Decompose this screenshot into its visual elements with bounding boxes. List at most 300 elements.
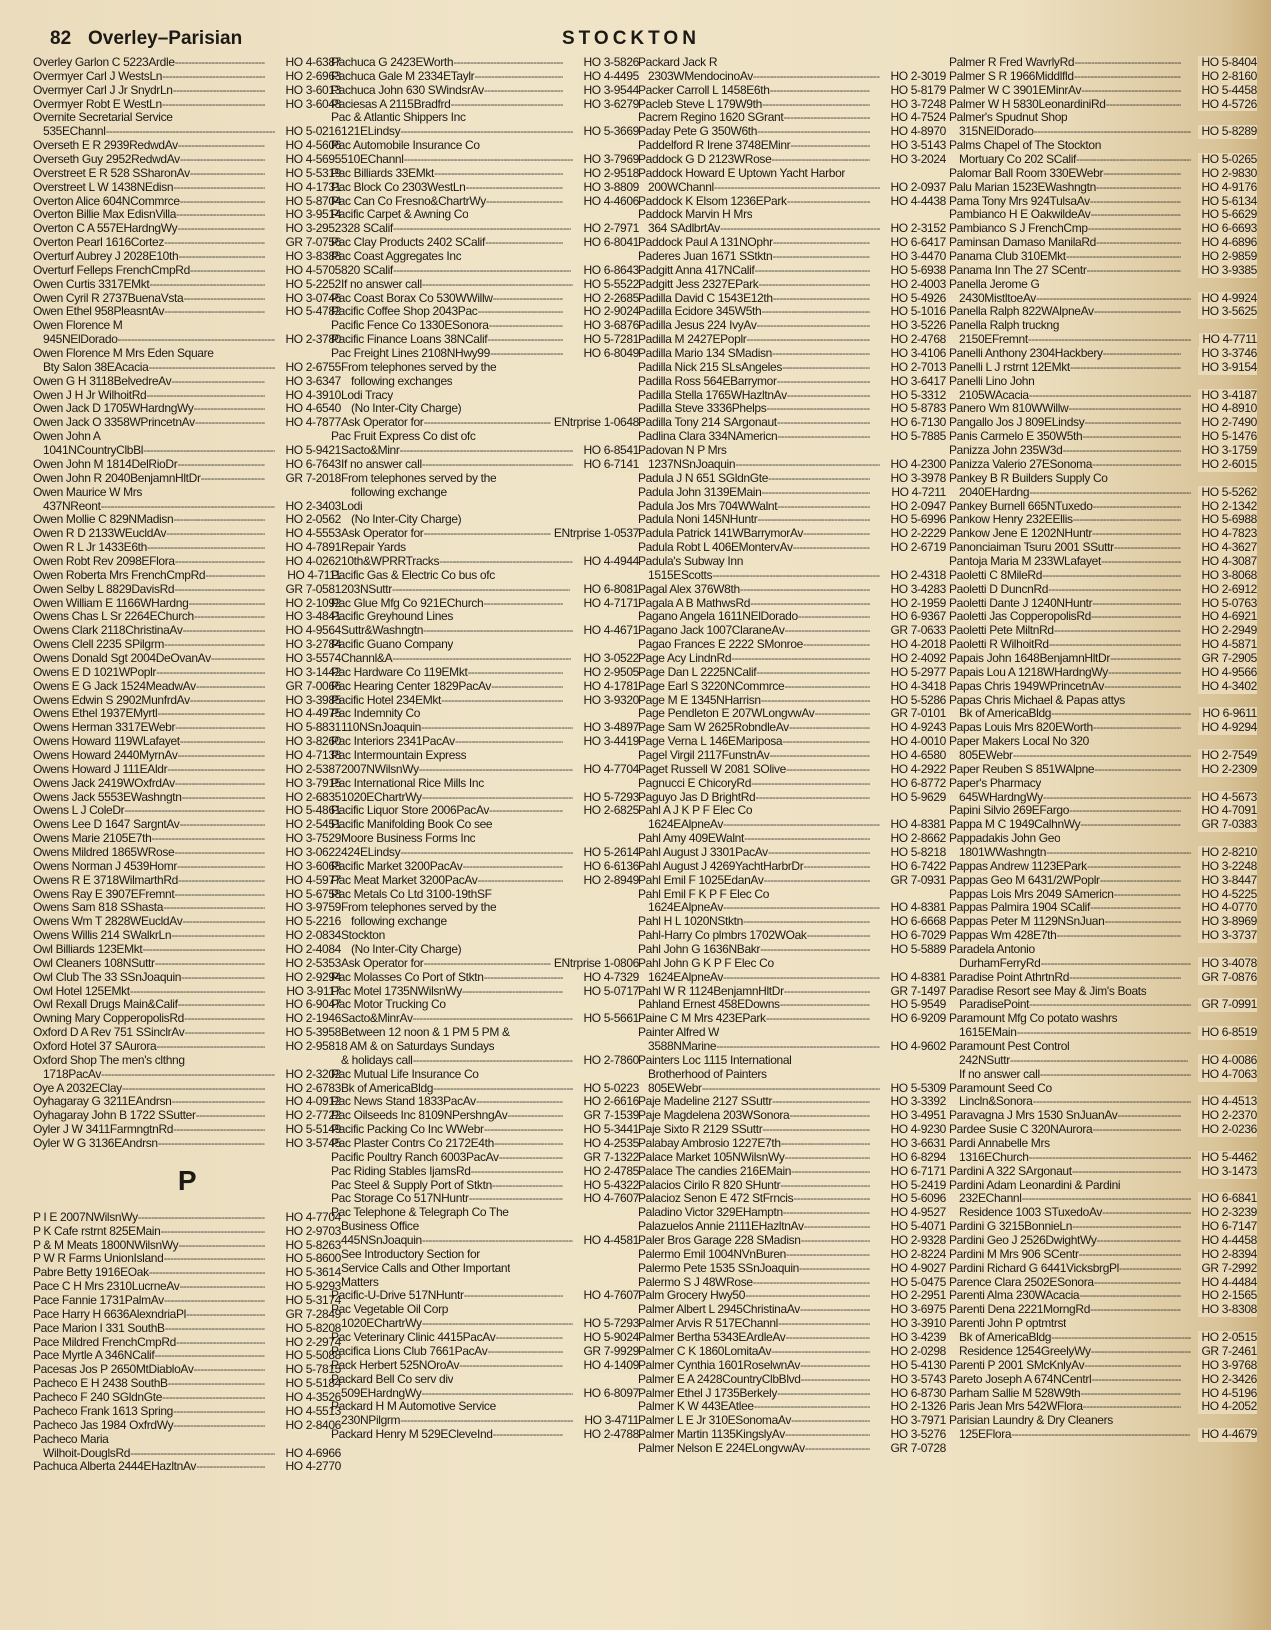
listing-name: Paddock Marvin H Mrs: [638, 208, 753, 222]
listing-entry: [638, 1414, 946, 1428]
phone-number: HO 6-8519: [1198, 1026, 1257, 1040]
phone-number: HO 6-6417: [887, 236, 946, 250]
phone-number: HO 5-9421: [282, 444, 341, 458]
listing-entry: [949, 361, 1257, 375]
phone-number: HO 4-7711: [1199, 333, 1257, 347]
phone-number: GR 7-1539: [580, 1109, 639, 1123]
listing-name: Owen Mollie C 829NMadisn - - -: [33, 513, 265, 527]
listing-name: Parenti John P optmtrst: [949, 1317, 1067, 1331]
listing-entry: [331, 375, 639, 389]
listing-name: Overmyer Carl J Jr SnydrLn - - -: [33, 84, 265, 98]
listing-entry: [33, 1294, 341, 1308]
listing-name: Owens Herman 3317EWebr - - -: [33, 721, 265, 735]
listing-entry: [949, 1206, 1257, 1220]
listing-entry: [331, 1206, 639, 1220]
listing-name: Pahl H L 1020NStktn - - -: [638, 915, 870, 929]
listing-entry: [331, 167, 639, 181]
listing-entry: [33, 305, 341, 319]
phone-number: GR 7-2992: [1198, 1262, 1257, 1276]
listing-name: Pahl Emil F 1025EdanAv - - -: [638, 874, 870, 888]
phone-number: HO 3-6417: [887, 375, 946, 389]
listing-name: 2040EHardng - - -: [949, 486, 1191, 500]
listing-entry: [638, 1151, 946, 1165]
listing-name: Ask Operator for - - -: [331, 957, 573, 971]
listing-entry: [638, 1040, 946, 1054]
listing-name: Papas Louis Mrs 820EWorth - - -: [949, 721, 1181, 735]
phone-number: HO 5-5661: [580, 1012, 639, 1026]
listing-name: Palacioz Senon E 472 StFrncis - - -: [638, 1192, 870, 1206]
listing-name: Parenti Alma 230WAcacia - - -: [949, 1289, 1181, 1303]
listing-name: Paddock K Elsom 1236EPark - - -: [638, 195, 870, 209]
listing-name: Pambianco S J FrenchCmp - - -: [949, 222, 1181, 236]
phone-number: HO 2-0562: [282, 513, 341, 527]
listing-entry: [331, 527, 639, 541]
listing-entry: [638, 98, 946, 112]
phone-number: HO 6-8041: [580, 236, 639, 250]
listing-entry: [949, 680, 1257, 694]
listing-entry: [638, 624, 946, 638]
listing-column-4: [949, 56, 1257, 1442]
listing-name: 1020EChartrWy - - -: [331, 1317, 573, 1331]
listing-entry: [331, 541, 639, 555]
listing-entry: [949, 167, 1257, 181]
listing-entry: [638, 1359, 946, 1373]
listing-name: Panizza Valerio 27ESonoma - - -: [949, 458, 1181, 472]
listing-entry: [638, 638, 946, 652]
phone-number: HO 4-1409: [580, 1359, 639, 1373]
listing-name: Stockton: [341, 929, 385, 943]
phone-number: HO 3-4897: [580, 721, 639, 735]
listing-name: Owen R L Jr 1433E6th - - -: [33, 541, 265, 555]
listing-entry: [331, 1345, 639, 1359]
listing-name: Oyler J W 3411FarmngtnRd - - -: [33, 1123, 265, 1137]
listing-name: Owens Ethel 1937EMyrtl - - -: [33, 707, 265, 721]
phone-number: HO 2-0834: [282, 929, 341, 943]
phone-number: HO 4-2300: [887, 458, 946, 472]
listing-entry: [33, 583, 341, 597]
listing-name: Parence Clara 2502ESonora - - -: [949, 1276, 1181, 1290]
listing-name: Pacific Packing Co Inc WWebr - - -: [331, 1123, 563, 1137]
listing-name: Owens Marie 2105E7th - - -: [33, 832, 265, 846]
listing-entry: [331, 111, 639, 125]
listing-entry: [33, 901, 341, 915]
listing-entry: [638, 666, 946, 680]
listing-name: Pahl John G K P F Elec Co: [638, 956, 774, 970]
listing-entry: [33, 111, 341, 125]
listing-name: 8 AM & on Saturdays Sundays: [341, 1040, 495, 1054]
listing-entry: [33, 375, 341, 389]
phone-number: HO 3-3746: [1198, 347, 1257, 361]
phone-number: GR 7-0101: [887, 707, 946, 721]
phone-number: HO 6-9367: [887, 610, 946, 624]
listing-name: Owens Donald Sgt 2004DeOvanAv - - -: [33, 652, 265, 666]
phone-number: HO 5-7281: [580, 333, 639, 347]
phone-number: HO 4-0010: [887, 735, 946, 749]
listing-name: Pac Oilseeds Inc 8109NPershngAv - - -: [331, 1109, 563, 1123]
listing-entry: [638, 472, 946, 486]
listing-name: Owen Maurice W Mrs: [33, 485, 143, 499]
listing-entry: [638, 971, 946, 985]
listing-entry: [638, 1137, 946, 1151]
listing-entry: [949, 527, 1257, 541]
listing-name: Paper Makers Local No 320: [949, 735, 1089, 749]
listing-entry: [331, 818, 639, 832]
listing-entry: [949, 1192, 1257, 1206]
listing-name: Pacifica Lions Club 7661PacAv - - -: [331, 1345, 563, 1359]
listing-name: P K Cafe rstrnt 825EMain - - -: [33, 1225, 265, 1239]
listing-entry: [33, 1363, 341, 1377]
listing-entry: [949, 1234, 1257, 1248]
listing-entry: [331, 319, 639, 333]
listing-name: Owens Lee D 1647 SargntAv - - -: [33, 818, 265, 832]
listing-name: Pacheco F 240 SGldnGte - - -: [33, 1391, 265, 1405]
listing-entry: [949, 666, 1257, 680]
listing-entry: [33, 749, 341, 763]
listing-entry: [949, 444, 1257, 458]
listing-name: Owens Norman J 4539Homr - - -: [33, 860, 265, 874]
listing-name: Pacific Guano Company: [331, 638, 454, 652]
listing-entry: [33, 513, 341, 527]
listing-name: Owen J H Jr WilhoitRd - - -: [33, 389, 265, 403]
listing-name: Palmer E A 2428CountryClbBlvd - - -: [638, 1373, 870, 1387]
listing-name: (No Inter-City Charge): [351, 513, 462, 527]
listing-name: Pac Billiards 33EMkt - - -: [331, 167, 563, 181]
listing-name: Panelli Lino John: [949, 374, 1035, 388]
listing-entry: [638, 111, 946, 125]
listing-name: Pahland Ernest 458EDowns - - -: [638, 998, 870, 1012]
listing-name: Pac Fruit Express Co dist ofc: [331, 430, 476, 444]
phone-number: HO 6-8643: [580, 264, 639, 278]
listing-entry: [33, 500, 341, 514]
listing-entry: [331, 624, 639, 638]
phone-number: HO 5-9549: [887, 998, 946, 1012]
phone-number: HO 3-5143: [887, 139, 946, 153]
phone-number: HO 3-2784: [282, 638, 341, 652]
listing-entry: [331, 402, 639, 416]
listing-name: Palu Marian 1523EWashngtn - - -: [949, 181, 1181, 195]
phone-number: HO 4-4606: [580, 195, 639, 209]
listing-entry: [949, 1165, 1257, 1179]
listing-name: Pacific Manifolding Book Co see: [331, 818, 493, 832]
listing-entry: [33, 1433, 341, 1447]
listing-name: Overton Pearl 1616Cortez - - -: [33, 236, 265, 250]
phone-number: GR 7-0991: [1198, 998, 1257, 1012]
listing-name: Pacheco Frank 1613 Spring - - -: [33, 1405, 265, 1419]
listing-name: Pac International Rice Mills Inc: [331, 776, 484, 790]
listing-name: Pardi Annabelle Mrs: [949, 1137, 1050, 1151]
listing-entry: [949, 472, 1257, 486]
listing-name: Oyhagaray John B 1722 SSutter - - -: [33, 1109, 265, 1123]
listing-name: (No Inter-City Charge): [351, 402, 462, 416]
listing-name: Pangallo Jos J 809ELindsy - - -: [949, 416, 1181, 430]
phone-number: HO 3-9759: [282, 901, 341, 915]
listing-entry: [33, 347, 341, 361]
listing-name: Padilla Stella 1765WHazltnAv - - -: [638, 389, 870, 403]
listing-name: Paguyo Jas D BrightRd - - -: [638, 791, 870, 805]
listing-entry: [638, 1068, 946, 1082]
listing-name: Palmer Cynthia 1601RoselwnAv - - -: [638, 1359, 870, 1373]
listing-entry: [33, 1012, 341, 1026]
listing-entry: [949, 236, 1257, 250]
listing-entry: [33, 804, 341, 818]
listing-name: See Introductory Section for: [341, 1247, 480, 1261]
listing-name: 2303WMendocinoAv - - -: [638, 70, 880, 84]
phone-number: HO 5-4458: [1198, 84, 1257, 98]
listing-entry: [331, 680, 639, 694]
listing-entry: [33, 1095, 341, 1109]
phone-number: HO 2-8210: [1198, 846, 1257, 860]
listing-name: Pacesas Jos P 2650MtDiabloAv - - -: [33, 1363, 265, 1377]
listing-name: Pahl August J 4269YachtHarbrDr - - -: [638, 860, 870, 874]
listing-name: Pahl A J K P F Elec Co: [638, 804, 753, 818]
phone-number: HO 5-5286: [887, 694, 946, 708]
listing-entry: [33, 860, 341, 874]
phone-number: HO 4-0262: [282, 555, 341, 569]
listing-entry: [331, 1289, 639, 1303]
phone-number: HO 2-8662: [887, 832, 946, 846]
listing-entry: [949, 1012, 1257, 1026]
listing-entry: [949, 486, 1257, 500]
listing-name: Pappa M C 1949CalhnWy - - -: [949, 818, 1181, 832]
listing-name: 2007NWilsnWy - - -: [331, 763, 573, 777]
listing-name: Overseth Guy 2952RedwdAv - - -: [33, 153, 265, 167]
listing-name: Sacto&Minr - - -: [331, 444, 573, 458]
phone-number: HO 3-4419: [580, 735, 639, 749]
listing-name: Paper Reuben S 851WAlpne - - -: [949, 763, 1181, 777]
listing-name: Pac Steel & Supply Port of Stktn - - -: [331, 1179, 563, 1193]
listing-entry: [33, 943, 341, 957]
phone-number: HO 4-8381: [887, 901, 946, 915]
listing-entry: [638, 915, 946, 929]
listing-entry: [949, 84, 1257, 98]
phone-number: HO 2-2309: [1198, 763, 1257, 777]
phone-number: HO 6-9047: [282, 998, 341, 1012]
phone-number: GR 7-1497: [887, 985, 946, 999]
listing-name: Pacific Carpet & Awning Co: [331, 208, 469, 222]
listing-entry: [638, 1165, 946, 1179]
listing-entry: [949, 749, 1257, 763]
phone-number: HO 5-4462: [1198, 1151, 1257, 1165]
listing-name: 1624EAlpneAv - - -: [638, 818, 880, 832]
listing-entry: [331, 208, 639, 222]
listing-name: Packard Jack R: [638, 56, 718, 69]
listing-entry: [638, 1123, 946, 1137]
phone-number: HO 5-4861: [282, 804, 341, 818]
listing-entry: [949, 1179, 1257, 1193]
phone-number: GR 7-0066: [282, 680, 341, 694]
phone-number: HO 4-6387: [282, 56, 341, 70]
listing-entry: [949, 513, 1257, 527]
listing-name: Pac Telephone & Telegraph Co The: [331, 1206, 509, 1220]
phone-number: HO 3-6068: [282, 860, 341, 874]
phone-number: HO 4-7138: [282, 749, 341, 763]
phone-number: HO 6-7147: [1198, 1220, 1257, 1234]
listing-entry: [33, 1460, 341, 1474]
listing-entry: [949, 791, 1257, 805]
listing-name: Pacific Fence Co 1330ESonora - - -: [331, 319, 563, 333]
listing-entry: [33, 319, 341, 333]
listing-entry: [33, 971, 341, 985]
listing-name: Owens Wm T 2828WEucldAv - - -: [33, 915, 265, 929]
listing-entry: [949, 1359, 1257, 1373]
listing-entry: [33, 541, 341, 555]
listing-name: Pac Molasses Co Port of Stktn - - -: [331, 971, 563, 985]
listing-name: Pac Freight Lines 2108NHwy99 - - -: [331, 347, 563, 361]
listing-name: Pac Indemnity Co: [331, 707, 421, 721]
listing-entry: [33, 777, 341, 791]
phone-number: HO 5-8289: [1198, 125, 1257, 139]
listing-name: Owen Ethel 958PleasntAv - - -: [33, 305, 265, 319]
listing-name: Panelli L J rstrnt 12EMkt - - -: [949, 361, 1181, 375]
listing-entry: [331, 1331, 639, 1345]
phone-number: HO 2-4788: [580, 1428, 639, 1442]
listing-entry: [638, 694, 946, 708]
listing-entry: [638, 333, 946, 347]
listing-name: Paje Magdelena 203WSonora - - -: [638, 1109, 870, 1123]
listing-entry: [638, 943, 946, 957]
listing-entry: [638, 1387, 946, 1401]
listing-name: Paddock G D 2123WRose - - -: [638, 153, 870, 167]
listing-entry: [331, 1082, 639, 1096]
listing-entry: [949, 1262, 1257, 1276]
listing-name: Paramount Mfg Co potato washrs: [949, 1012, 1118, 1026]
phone-number: HO 3-6876: [580, 319, 639, 333]
phone-number: HO 2-8160: [1198, 70, 1257, 84]
listing-name: Palmer Martin 1135KingslyAv - - -: [638, 1428, 870, 1442]
listing-entry: [33, 1322, 341, 1336]
listing-entry: [638, 416, 946, 430]
listing-name: 1041NCountryClbBl - - -: [33, 444, 275, 458]
phone-number: HO 4-2770: [282, 1460, 341, 1474]
listing-entry: [638, 1192, 946, 1206]
listing-entry: [638, 832, 946, 846]
phone-number: HO 6-6693: [1198, 222, 1257, 236]
listing-entry: [949, 610, 1257, 624]
phone-number: HO 4-6966: [282, 1447, 341, 1461]
listing-name: Padovan N P Mrs: [638, 444, 727, 458]
listing-entry: [33, 680, 341, 694]
listing-entry: [638, 818, 946, 832]
listing-name: Owen Jack D 1705WHardngWy - - -: [33, 402, 265, 416]
listing-name: Owens Edwin S 2902MunfrdAv - - -: [33, 694, 265, 708]
listing-name: Pac Automobile Insurance Co: [331, 139, 480, 153]
phone-number: HO 5-4130: [887, 1359, 946, 1373]
listing-entry: [33, 195, 341, 209]
listing-name: Owen R D 2133WEucldAv - - -: [33, 527, 265, 541]
phone-number: HO 2-8394: [1198, 1248, 1257, 1262]
listing-name: Channl&A - - -: [331, 652, 571, 666]
listing-name: Paciesas A 2115Bradfrd - - -: [331, 98, 563, 112]
phone-number: HO 4-6540: [282, 402, 341, 416]
listing-name: Owens Howard 2440MyrnAv - - -: [33, 749, 265, 763]
listing-entry: [949, 915, 1257, 929]
listing-entry: [638, 804, 946, 818]
phone-number: HO 6-6136: [580, 860, 639, 874]
phone-number: GR 7-2905: [1198, 652, 1257, 666]
listing-entry: [331, 305, 639, 319]
listing-entry: [331, 1123, 639, 1137]
phone-number: HO 4-7891: [282, 541, 341, 555]
listing-name: Palermo S J 48WRose - - -: [638, 1276, 870, 1290]
listing-name: Paramount Seed Co: [949, 1081, 1052, 1095]
listing-name: Overturf Aubrey J 2028E10th - - -: [33, 250, 265, 264]
listing-name: Padilla Nick 215 SLsAngeles - - -: [638, 361, 870, 375]
listing-name: Palermo Pete 1535 SSnJoaquin - - -: [638, 1262, 870, 1276]
listing-entry: [331, 943, 639, 957]
listing-name: Ask Operator for - - -: [331, 416, 573, 430]
listing-name: Owen G H 3118BelvedreAv - - -: [33, 375, 265, 389]
phone-number: HO 5-8263: [282, 1239, 341, 1253]
listing-name: Pacific Gas & Electric Co bus ofc: [331, 568, 495, 582]
phone-number: HO 5-6134: [1198, 195, 1257, 209]
listing-entry: [331, 292, 639, 306]
listing-name: Owen Florence M: [33, 319, 123, 333]
listing-name: Pagal Alex 376W8th - - -: [638, 583, 870, 597]
listing-name: Packard Henry M 529ECleveInd - - -: [331, 1428, 563, 1442]
listing-entry: [638, 541, 946, 555]
listing-entry: [638, 1442, 946, 1456]
phone-number: HO 5-2977: [887, 666, 946, 680]
listing-name: Pacific Market 3200PacAv - - -: [331, 860, 563, 874]
listing-entry: [949, 818, 1257, 832]
phone-number: HO 4-8381: [887, 818, 946, 832]
listing-name: Papas Chris Michael & Papas attys: [949, 693, 1125, 707]
listing-name: Padula John 3139EMain - - -: [638, 486, 870, 500]
listing-name: Palmer Ethel J 1735Berkely - - -: [638, 1387, 870, 1401]
phone-number: HO 2-1565: [1198, 1289, 1257, 1303]
phone-number: HO 4-9294: [1198, 721, 1257, 735]
listing-entry: [331, 1262, 639, 1276]
phone-number: HO 5-8179: [887, 84, 946, 98]
listing-entry: [949, 860, 1257, 874]
listing-name: Pahl August J 3301PacAv - - -: [638, 846, 870, 860]
phone-number: GR 7-1322: [580, 1151, 639, 1165]
listing-entry: [33, 167, 341, 181]
listing-name: Palmer S R 1966Middlfld - - -: [949, 70, 1181, 84]
listing-name: Pankow Jene E 1202NHuntr - - -: [949, 527, 1181, 541]
phone-number: HO 4-6896: [1198, 236, 1257, 250]
phone-number: HO 5-5889: [887, 943, 946, 957]
listing-entry: [638, 361, 946, 375]
listing-name: Pagano Jack 1007ClaraneAv - - -: [638, 624, 870, 638]
listing-name: Pabre Betty 1916EOak - - -: [33, 1266, 265, 1280]
phone-number: HO 2-6835: [282, 791, 341, 805]
listing-entry: [949, 1414, 1257, 1428]
listing-entry: [33, 1109, 341, 1123]
listing-entry: [638, 430, 946, 444]
listing-name: Palace The candies 216EMain - - -: [638, 1165, 870, 1179]
listing-name: Pappadakis John Geo: [949, 832, 1061, 846]
listing-entry: [638, 1026, 946, 1040]
listing-name: Paoletti C 8MileRd - - -: [949, 569, 1181, 583]
listing-name: Pachuca G 2423EWorth - - -: [331, 56, 563, 70]
listing-name: Pahl Amy 409EWalnt - - -: [638, 832, 870, 846]
phone-number: HO 2-9703: [282, 1225, 341, 1239]
listing-name: Padula Robt L 406EMontervAv - - -: [638, 541, 870, 555]
listing-name: Palmer K W 443EAtlee - - -: [638, 1400, 870, 1414]
listing-entry: [331, 638, 639, 652]
listing-entry: [331, 444, 639, 458]
listing-name: Palmer Albert L 2945ChristinaAv - - -: [638, 1303, 870, 1317]
phone-number: HO 5-5522: [580, 278, 639, 292]
listing-entry: [331, 153, 639, 167]
listing-entry: [638, 347, 946, 361]
phone-number: HO 2-9859: [1198, 250, 1257, 264]
phone-number: HO 4-4495: [580, 70, 639, 84]
listing-name: Bk of AmericaBldg - - -: [949, 1331, 1191, 1345]
listing-name: 805EWebr - - -: [949, 749, 1191, 763]
listing-name: Owens E D 1021WPoplr - - -: [33, 666, 265, 680]
